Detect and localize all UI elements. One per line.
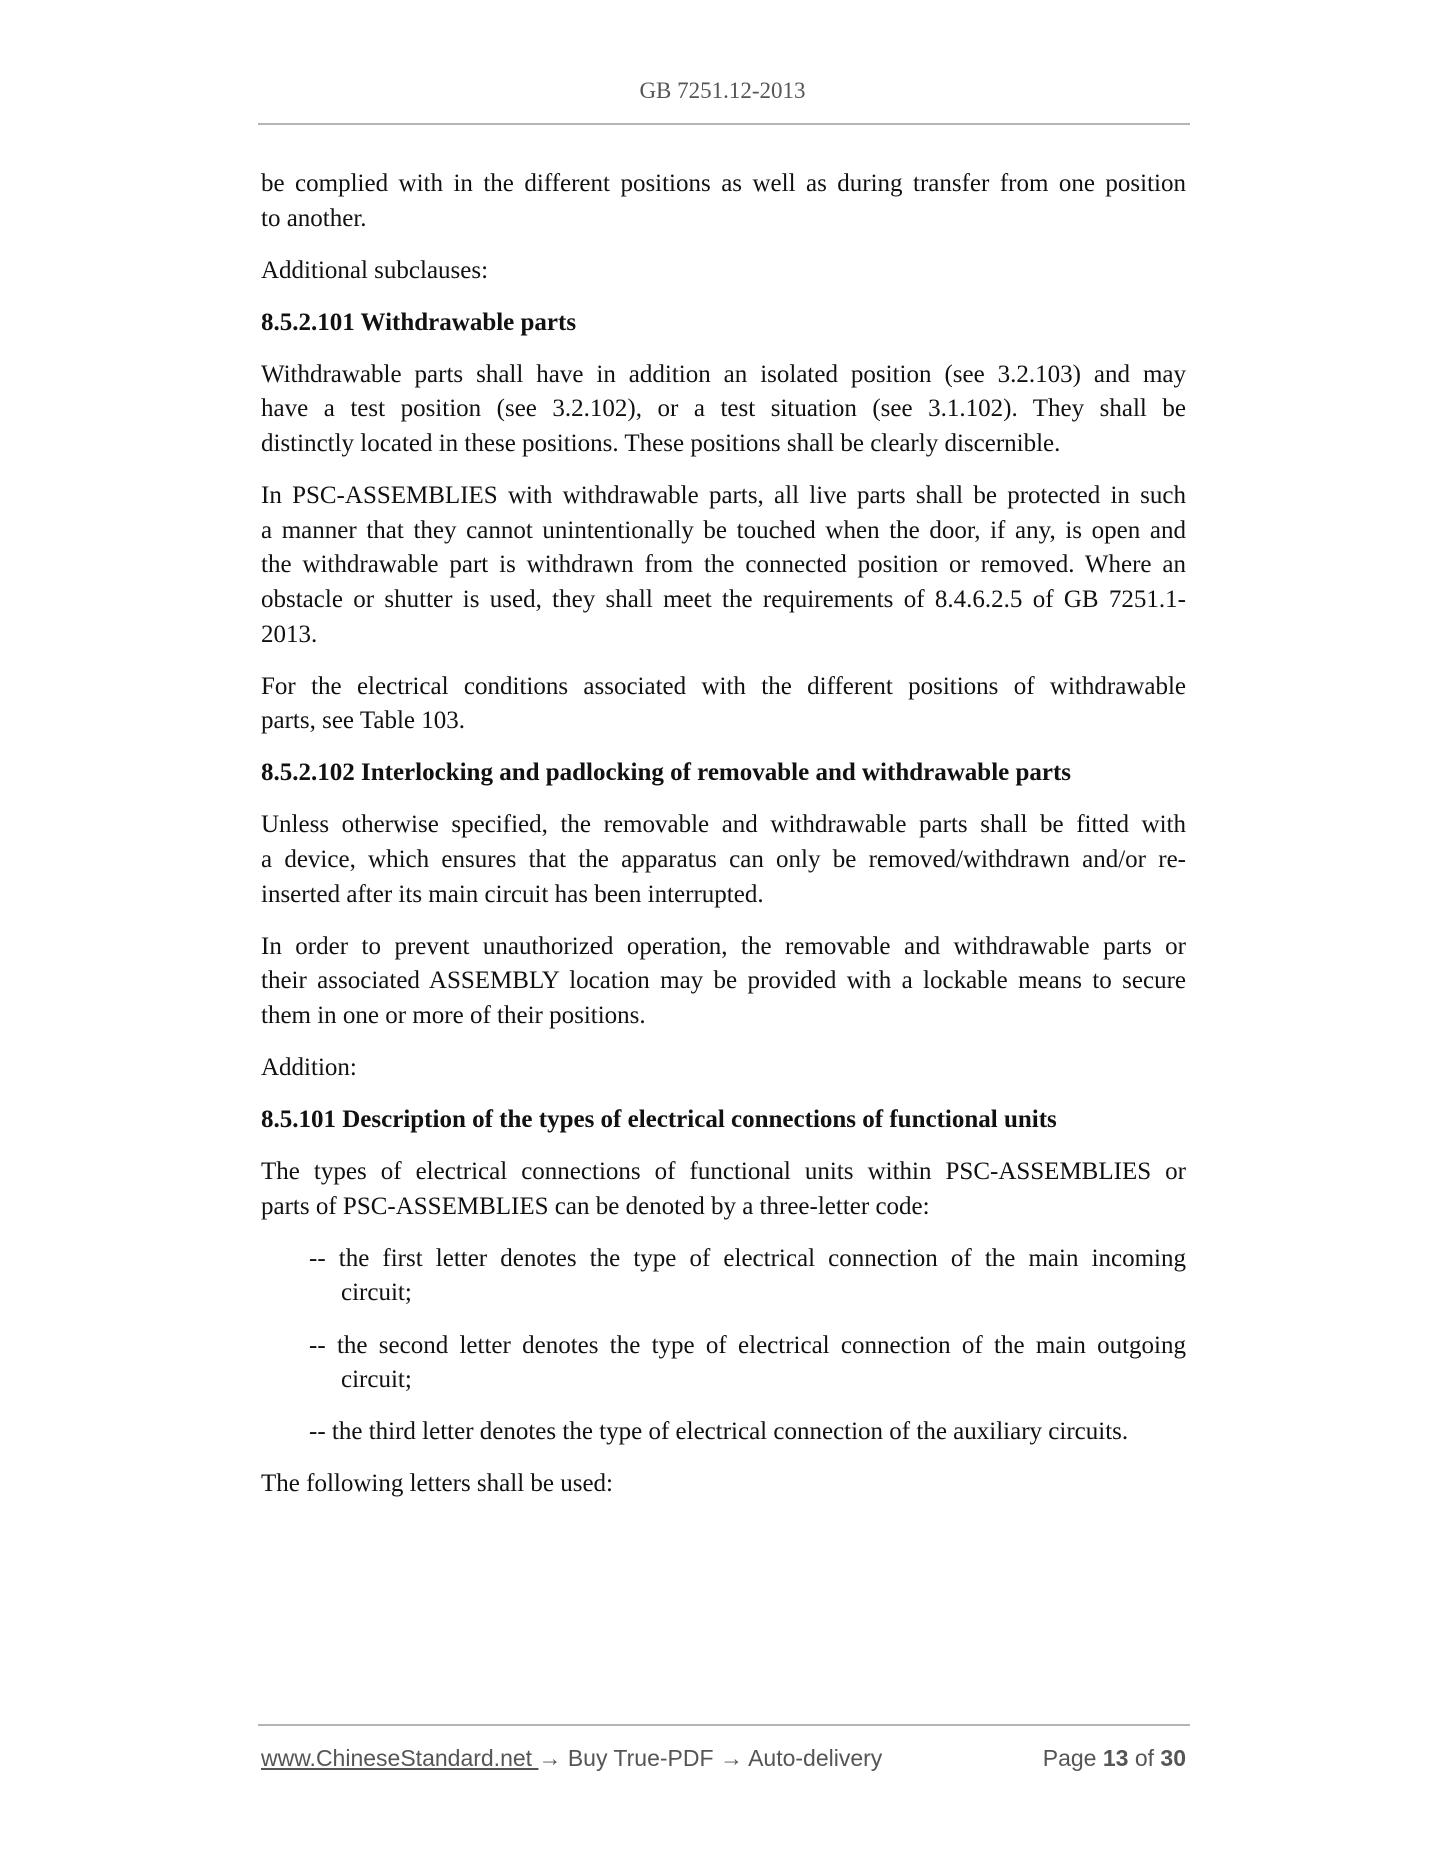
section-heading: [261, 306, 1186, 341]
section-heading: [261, 1103, 1186, 1138]
text-line: distinctly located in these positions. These positions shall be clearly discernible.: [261, 430, 1061, 458]
text-line: 2013.: [261, 620, 318, 648]
text-line: 8.5.2.101 Withdrawable parts: [261, 308, 577, 336]
paragraph: [261, 670, 1186, 739]
page-label: Page: [1042, 1745, 1097, 1771]
auto-delivery-text: Auto-delivery: [748, 1745, 883, 1771]
text-line: -- the third letter denotes the type of electrical connection of the auxiliary circuits.: [309, 1418, 1129, 1446]
header-divider: [258, 123, 1190, 125]
document-body: [261, 167, 1186, 1519]
paragraph: [261, 358, 1186, 462]
text-line: their associated ASSEMBLY location may be provided with a lockable means to secure: [261, 967, 1186, 995]
arrow-icon: →: [538, 1745, 562, 1771]
paragraph: [261, 1467, 1186, 1502]
text-line: parts of PSC-ASSEMBLIES can be denoted by a three-letter code:: [261, 1192, 930, 1220]
text-line: -- the second letter denotes the type of electrical connection of the main outgoing: [309, 1331, 1186, 1359]
text-line: Unless otherwise specified, the removable and withdrawable parts shall be fitted with: [261, 811, 1186, 839]
arrow-icon: →: [719, 1745, 743, 1771]
text-line: Addition:: [261, 1053, 357, 1081]
of-label: of: [1134, 1745, 1155, 1771]
text-line: have a test position (see 3.2.102), or a test situation (see 3.1.102). They shall be: [261, 395, 1186, 423]
text-line: be complied with in the different positions as well as during transfer from one position: [261, 170, 1186, 197]
text-line: a manner that they cannot unintentionally be touched when the door, if any, is open and: [261, 516, 1186, 544]
website-link[interactable]: www.ChineseStandard.net: [261, 1745, 539, 1771]
document-header: GB 7251.12-2013: [639, 78, 806, 103]
paragraph: [261, 1051, 1186, 1086]
text-line: The types of electrical connections of functional units within PSC-ASSEMBLIES or: [261, 1158, 1186, 1186]
text-line: obstacle or shutter is used, they shall meet the requirements of 8.4.6.2.5 of GB 7251.1-: [261, 585, 1186, 613]
page-number: [1043, 1745, 1186, 1772]
text-line: -- the first letter denotes the type of electrical connection of the main incoming: [309, 1244, 1186, 1272]
total-pages: 30: [1160, 1745, 1186, 1771]
text-line: circuit;: [341, 1366, 412, 1394]
text-line: Withdrawable parts shall have in addition an isolated position (see 3.2.103) and may: [261, 360, 1186, 388]
text-line: 8.5.101 Description of the types of electrical connections of functional units: [261, 1106, 1057, 1134]
paragraph: [261, 479, 1186, 652]
current-page: 13: [1102, 1745, 1129, 1771]
text-line: the withdrawable part is withdrawn from the connected position or removed. Where an: [261, 551, 1186, 579]
paragraph: [261, 1155, 1186, 1224]
paragraph: [261, 254, 1186, 289]
paragraph: [261, 930, 1186, 1034]
list-item: [309, 1242, 1186, 1311]
buy-pdf-text: Buy True-PDF: [567, 1745, 714, 1771]
text-line: For the electrical conditions associated with the different positions of withdrawable: [261, 672, 1186, 700]
text-line: a device, which ensures that the apparatus can only be removed/withdrawn and/or re-: [261, 846, 1186, 873]
text-line: In PSC-ASSEMBLIES with withdrawable parts, all live parts shall be protected in such: [261, 482, 1186, 510]
text-line: them in one or more of their positions.: [261, 1001, 646, 1029]
text-line: In order to prevent unauthorized operation, the removable and withdrawable parts or: [261, 932, 1186, 960]
list-item: [309, 1415, 1186, 1450]
text-line: Additional subclauses:: [261, 256, 489, 284]
text-line: parts, see Table 103.: [261, 707, 465, 735]
paragraph: [261, 808, 1186, 912]
text-line: 8.5.2.102 Interlocking and padlocking of removable and withdrawable parts: [261, 759, 1072, 787]
list-item: [309, 1329, 1186, 1398]
text-line: inserted after its main circuit has been interrupted.: [261, 880, 764, 908]
section-heading: [261, 756, 1186, 791]
text-line: circuit;: [341, 1279, 412, 1307]
paragraph: [261, 167, 1186, 236]
text-line: The following letters shall be used:: [261, 1470, 614, 1498]
page-footer: [261, 1745, 1186, 1772]
text-line: to another.: [261, 204, 367, 232]
footer-divider: [258, 1724, 1190, 1726]
